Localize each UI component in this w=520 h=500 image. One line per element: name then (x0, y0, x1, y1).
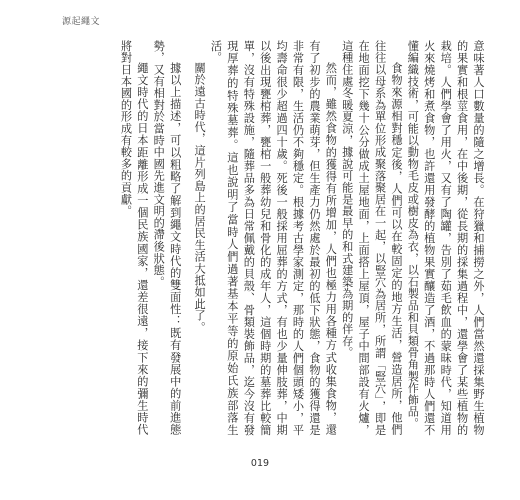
paragraph: 食物來源相對穩定後，人們可以在較固定的地方生活，營造居所，他們往往以母系為單位形成聚落聚居在一起，以豎穴為居所，所謂「豎穴」，即是在地面挖下幾十公分做成土屋地面，上面搭上屋頂，屋子中間部設有火爐，這種住處冬暖夏涼，據說可能是最早的和式建築為期的伴存。 (340, 40, 403, 436)
page-number: 019 (250, 458, 270, 469)
paragraph: 據以上描述，可以粗略了解到繩文時代的雙面性：既有發展中的前進態勢，又有相對於當時中國先進文明的滯後狀態。 (152, 40, 182, 436)
paragraph: 關於遠古時代，這片列島上的居民生活大抵如此了。 (193, 62, 207, 334)
paragraph: 然而，雖然食物的獲得有所增加，人們也極力用各種方式收集食物，還有了初步的農業萌芽，但生產力仍然處於最初的低下狀態，食物的獲得還是非常有限，生活仍不夠穩定。根據考古學家測定，那時的人們個頭矮小，平均壽命很少超過四十歲。死後一般採用屈葬的方式，有也少量伸肢葬，中期以後出現甕棺葬，甕棺一般葬幼兒和骨化的成年人，這個時期的墓葬比較簡單，沒有特殊設施，隨葬品多為日常佩戴的貝殼、骨類裝飾品，迄今沒有發現厚葬的特殊墓葬。這也說明了當時人們過著基本平等的原始氏族部落生活。 (209, 40, 338, 436)
running-header: 源起繩文 (62, 17, 101, 27)
paragraph: 意味著人口數量的隨之增長。在狩獵和捕撈之外，人們當然還採集野生植物的果實和根莖食用，在中後期，從長期的採集過程中，還學會了某些植物的栽培。人們學會了用火，又有了陶罐，告別了茹毛飲血的蒙昧時代，知道用火來燒烤和煮食物，也許還用發酵的植物果實釀造了酒，不過那時人們還不懂編織技術，可能以動物毛皮或樹皮為衣，以石製品和貝類骨角製作飾品。 (406, 40, 485, 436)
body-text (46, 40, 486, 436)
paragraph: 繩文時代的日本距離形成一個民族國家，還差很遠，接下來的彌生時代將對日本國的形成有較多的貢獻。 (119, 40, 149, 436)
